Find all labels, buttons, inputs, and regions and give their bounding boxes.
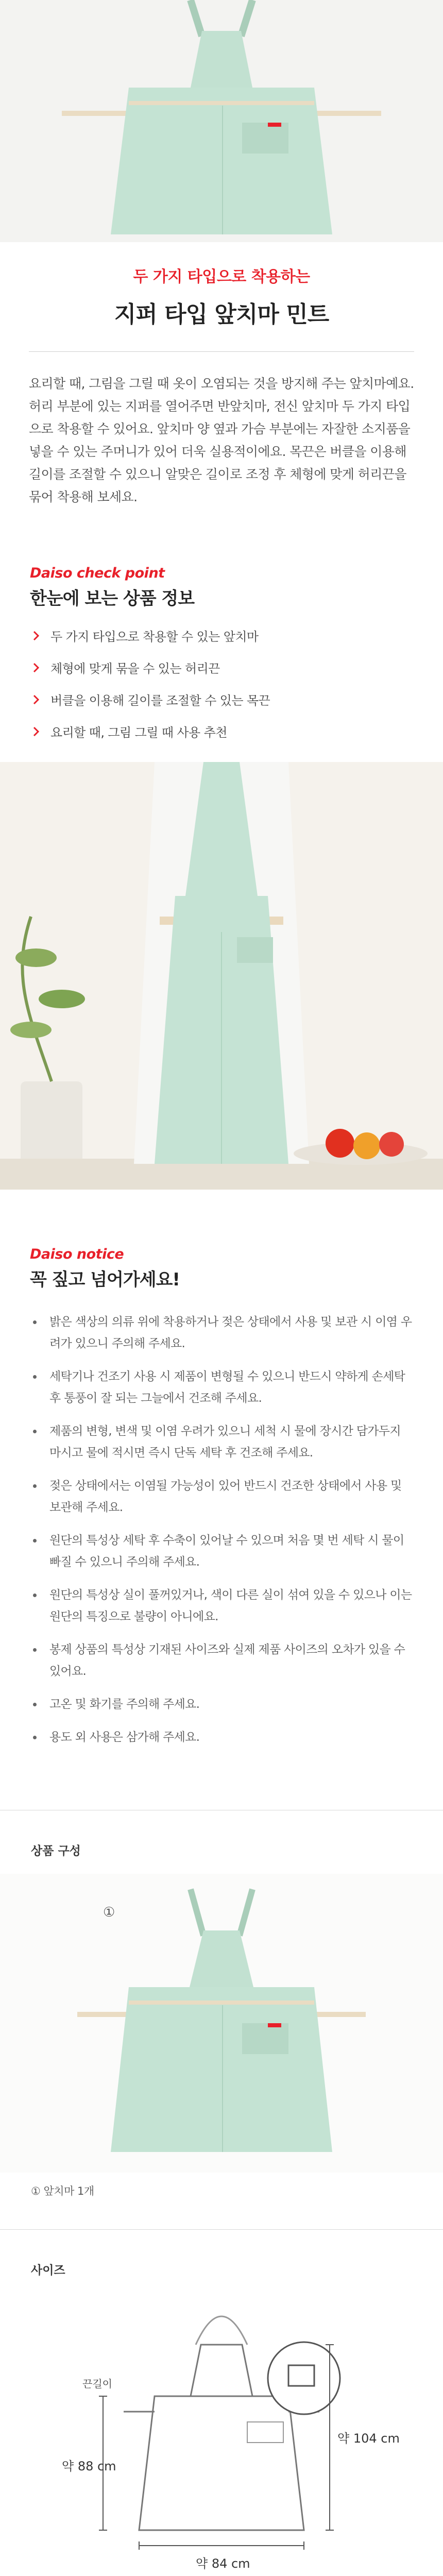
notice-ko-title: 꼭 짚고 넘어가세요!: [30, 1269, 180, 1290]
divider: [29, 351, 414, 352]
product-title: 지퍼 타입 앞치마 민트: [114, 301, 329, 328]
check-point-section: [0, 565, 443, 741]
strap-length-label: 끈길이: [82, 2378, 112, 2390]
divider: [0, 2229, 443, 2230]
check-point-en-title: Daiso check point: [30, 565, 165, 581]
list-item: 밝은 색상의 의류 위에 착용하거나 젖은 상태에서 사용 및 보관 시 이염 우려가 있으니 주의해 주세요.: [30, 1311, 413, 1354]
composition-apron-photo: [0, 1874, 443, 2173]
list-item: 용도 외 사용은 삼가해 주세요.: [30, 1726, 413, 1748]
list-item: 원단의 특성상 실이 풀꺼있거나, 색이 다른 실이 섞여 있을 수 있으나 이는 원단의 특징으로 불량이 아니에요.: [30, 1584, 413, 1628]
model-wearing-apron-photo: [0, 762, 443, 1190]
check-point-list: [30, 628, 413, 741]
size-title: 사이즈: [31, 2264, 65, 2277]
width-bottom-label: 약 84 cm: [196, 2556, 250, 2571]
list-item: 봉제 상품의 특성상 기재된 사이즈와 실제 제품 사이즈의 오차가 있을 수 있어요.: [30, 1639, 413, 1682]
chevron-right-icon: [30, 693, 42, 706]
notice-list: [30, 1311, 413, 1748]
check-point-ko-title: 한눈에 보는 상품 정보: [30, 588, 195, 609]
list-item: 요리할 때, 그림 그릴 때 사용 추천: [30, 724, 413, 741]
product-description: 요리할 때, 그림을 그릴 때 옷이 오염되는 것을 방지해 주는 앞치마예요. 허리 부분에 있는 지퍼를 열어주면 반앞치마, 전신 앞치마 두 가지 타입으로 착용할 수 있어요. 앞치마 양 옆과 가슴 부분에는 자잘한 소지품을 넣을 수 있는 주머니가 있어 더욱 실용적이에요. 목끈은 버클을 이용해 길이를 조절할 수 있으니 알맞은 길이로 조정 후 체형에 맞게 허리끈을 묶어 착용해 보세요.: [29, 376, 414, 504]
composition-title: 상품 구성: [31, 1844, 81, 1858]
width-left-label: 약 88 cm: [62, 2459, 116, 2473]
size-diagram: [0, 2288, 443, 2576]
composition-item: ① 앞치마 1개: [31, 2185, 94, 2197]
composition-marker: ①: [103, 1905, 115, 1920]
chevron-right-icon: [30, 662, 42, 674]
chevron-right-icon: [30, 725, 42, 738]
height-label: 약 104 cm: [337, 2431, 400, 2446]
list-item: 고온 및 화기를 주의해 주세요.: [30, 1693, 413, 1715]
list-item: 체형에 맞게 묶을 수 있는 허리끈: [30, 660, 413, 677]
list-item: 원단의 특성상 세탁 후 수축이 있어날 수 있으며 처음 몇 번 세탁 시 물이 빠질 수 있으니 주의해 주세요.: [30, 1530, 413, 1573]
intro-section: [0, 264, 443, 509]
chevron-right-icon: [30, 630, 42, 642]
hero-apron-photo: [0, 0, 443, 242]
list-item: 세탁기나 건조기 사용 시 제품이 변형될 수 있으니 반드시 약하게 손세탁 후 통풍이 잘 되는 그늘에서 건조해 주세요.: [30, 1366, 413, 1409]
notice-en-title: Daiso notice: [30, 1246, 124, 1262]
list-item: 두 가지 타입으로 착용할 수 있는 앞치마: [30, 628, 413, 646]
notice-section: [0, 1246, 443, 1748]
product-subtitle: 두 가지 타입으로 착용하는: [133, 268, 310, 286]
list-item: 젖은 상태에서는 이염될 가능성이 있어 반드시 건조한 상태에서 사용 및 보관해 주세요.: [30, 1475, 413, 1518]
list-item: 제품의 변형, 변색 및 이염 우려가 있으니 세척 시 물에 장시간 담가두지 마시고 물에 적시면 즉시 단독 세탁 후 건조해 주세요.: [30, 1420, 413, 1464]
list-item: 버클을 이용해 길이를 조절할 수 있는 목끈: [30, 692, 413, 709]
